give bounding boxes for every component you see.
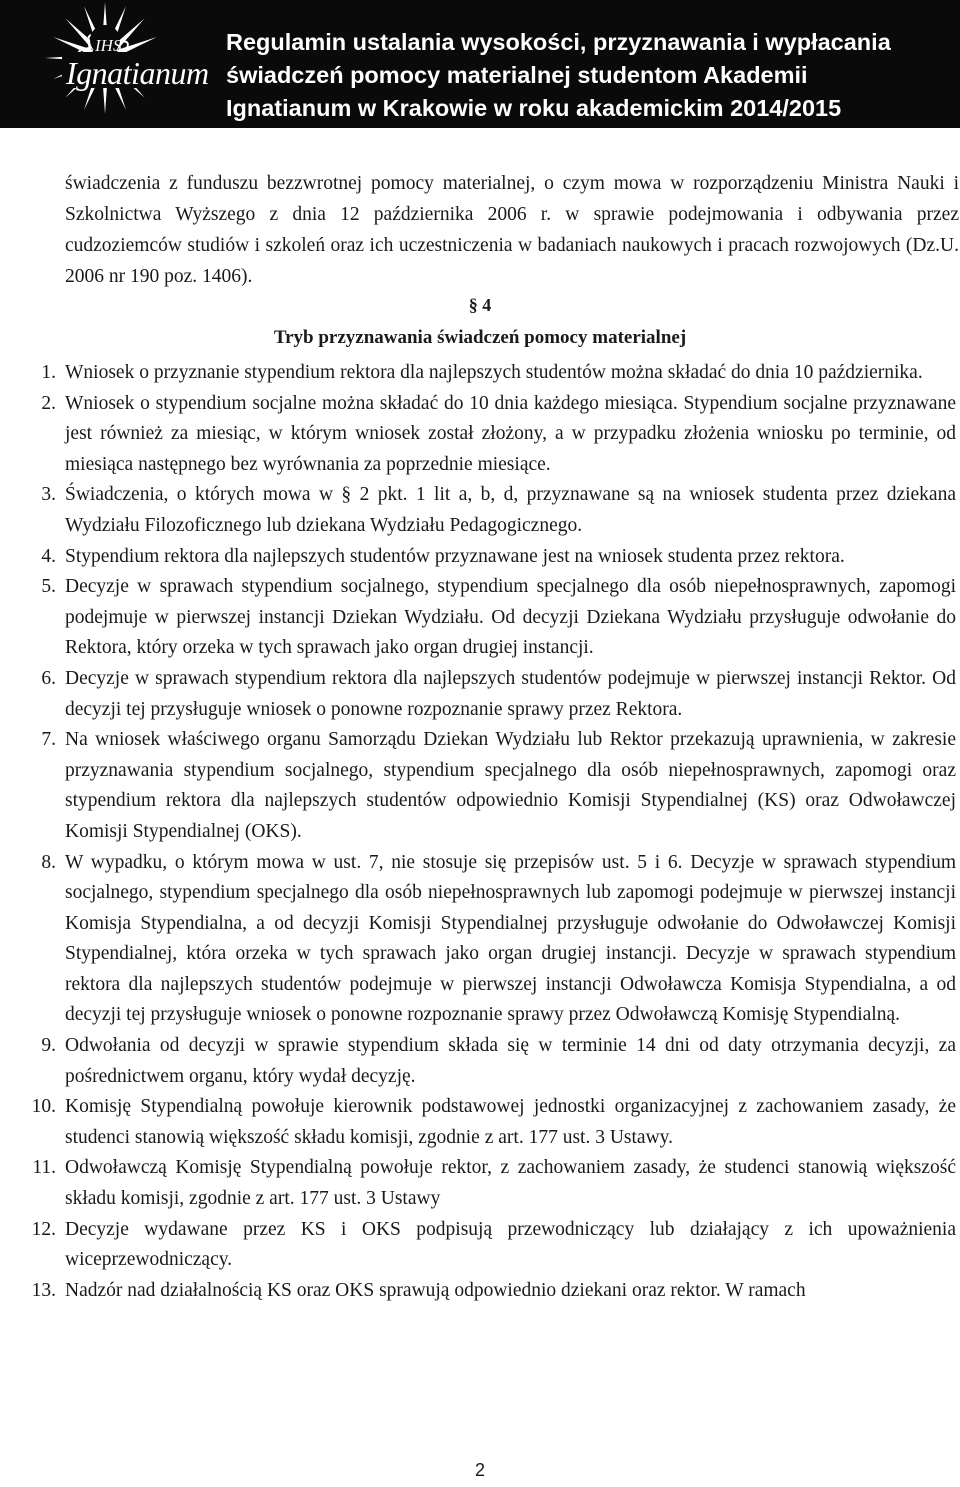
list-item-number: 7. — [41, 729, 56, 751]
list-item-number: 10. — [31, 1096, 56, 1118]
list-item — [0, 1092, 960, 1153]
intro-section — [65, 168, 959, 292]
regulation-list — [0, 358, 960, 1306]
list-item — [0, 389, 960, 481]
logo-ihs-text: IHS — [95, 36, 122, 55]
list-item-text: Odwołania od decyzji w sprawie stypendium składa się w terminie 14 dni od daty otrzymania decyzji, za pośrednictwem organu, który wydał decyzję. — [65, 1035, 956, 1087]
list-item-text: Świadczenia, o których mowa w § 2 pkt. 1 lit a, b, d, przyznawane są na wniosek studenta przez dziekana Wydziału Filozoficznego lub dziekana Wydziału Pedagogicznego. — [65, 484, 956, 536]
list-item — [0, 572, 960, 664]
list-item — [0, 848, 960, 1032]
ignatianum-logo — [0, 0, 209, 128]
section-title: Tryb przyznawania świadczeń pomocy materialnej — [273, 327, 687, 348]
list-item — [0, 1276, 960, 1307]
list-item — [0, 358, 960, 389]
list-item-number: 6. — [41, 667, 56, 689]
list-item — [0, 725, 960, 847]
list-item — [0, 1153, 960, 1214]
list-item-number: 9. — [41, 1035, 56, 1057]
list-item-number: 12. — [31, 1218, 56, 1240]
list-item-text: Stypendium rektora dla najlepszych studentów przyznawane jest na wniosek studenta przez rektora. — [65, 545, 845, 567]
list-item-text: Komisję Stypendialną powołuje kierownik podstawowej jednostki organizacyjnej z zachowaniem zasady, że studenci stanowią większość składu komisji, zgodnie z art. 177 ust. 3 Ustawy. — [65, 1096, 956, 1148]
intro-paragraph: świadczenia z funduszu bezzwrotnej pomocy materialnej, o czym mowa w rozporządzeniu Ministra Nauki i Szkolnictwa Wyższego z dnia 12 października 2006 r. w sprawie podejmowania i odbywania przez cudzoziemców studiów i szkoleń oraz ich uczestniczenia w badaniach naukowych i pracach rozwojowych (Dz.U. 2006 nr 190 poz. 1406). — [65, 173, 959, 287]
list-item — [0, 1215, 960, 1276]
list-item-number: 2. — [41, 392, 56, 414]
list-item-number: 11. — [32, 1157, 56, 1179]
list-item-text: Decyzje w sprawach stypendium socjalnego, stypendium specjalnego dla osób niepełnosprawnych, zapomogi podejmuje w pierwszej instancji Dziekan Wydziału. Od decyzji Dziekana Wydziału przysługuje odwołanie do Rektora, który orzeka w tych sprawach jako organ drugiej instancji. — [65, 576, 956, 659]
list-item-number: 3. — [41, 484, 56, 506]
list-item-text: Wniosek o stypendium socjalne można składać do 10 dnia każdego miesiąca. Stypendium socjalne przyznawane jest również za miesiąc, w którym wniosek został złożony, a w przypadku złożenia wniosku po terminie, od miesiąca następnego bez wyrównania za poprzednie miesiące. — [65, 392, 956, 475]
list-item-text: Na wniosek właściwego organu Samorządu Dziekan Wydziału lub Rektor przekazują uprawnienia, w zakresie przyznawania stypendium socjalnego, stypendium specjalnego dla osób niepełnosprawnych, zapomogi oraz stypendium rektora dla najlepszych studentów odpowiednio Komisji Stypendialnej (KS) oraz Odwoławczej Komisji Stypendialnej (OKS). — [65, 729, 956, 842]
list-item-number: 4. — [41, 545, 56, 567]
document-title-line-2: świadczeń pomocy materialnej studentom Akademii — [226, 62, 808, 88]
logo-name-text: Ignatianum — [66, 55, 209, 91]
list-item — [0, 480, 960, 541]
list-item-number: 8. — [41, 851, 56, 873]
page-header — [0, 0, 960, 128]
document-title-line-1: Regulamin ustalania wysokości, przyznawania i wypłacania — [226, 29, 891, 55]
list-item — [0, 664, 960, 725]
section-number: § 4 — [468, 295, 492, 315]
list-item-text: Nadzór nad działalnością KS oraz OKS sprawują odpowiednio dziekani oraz rektor. W ramach — [65, 1279, 806, 1301]
list-item-text: Decyzje wydawane przez KS i OKS podpisują przewodniczący lub działający z ich upoważnienia wiceprzewodniczący. — [65, 1218, 956, 1271]
document-title — [226, 26, 946, 125]
list-item-text: Decyzje w sprawach stypendium rektora dla najlepszych studentów podejmuje w pierwszej instancji Rektor. Od decyzji tej przysługuje wniosek o ponowne rozpoznanie sprawy przez Rektora. — [65, 667, 956, 720]
list-item-text: Odwoławczą Komisję Stypendialną powołuje rektor, z zachowaniem zasady, że studenci stanowią większość składu komisji, zgodnie z art. 177 ust. 3 Ustawy — [65, 1157, 956, 1210]
list-item-text: W wypadku, o którym mowa w ust. 7, nie stosuje się przepisów ust. 5 i 6. Decyzje w sprawach stypendium socjalnego, stypendium specjalnego dla osób niepełnosprawnych lub zapomogi podejmuje w pierwszej instancji Komisja Stypendialna, a od decyzji Komisji Stypendialnej przysługuje odwołanie do Odwoławczej Komisji Stypendialnej, która orzeka w tych sprawach jako organ drugiej instancji. Decyzje w sprawach stypendium rektora dla najlepszych studentów podejmuje w pierwszej instancji Odwoławcza Komisja Stypendialna, a od decyzji tej przysługuje wniosek o ponowne rozpoznanie sprawy przez Odwoławczą Komisję Stypendialną. — [65, 851, 956, 1026]
page-number: 2 — [474, 1460, 485, 1480]
list-item-number: 5. — [41, 576, 56, 598]
document-title-line-3: Ignatianum w Krakowie w roku akademickim 2014/2015 — [226, 95, 842, 121]
list-item-number: 13. — [31, 1279, 56, 1301]
list-item-number: 1. — [41, 362, 56, 383]
list-item — [0, 542, 960, 573]
list-item-text: Wniosek o przyznanie stypendium rektora dla najlepszych studentów można składać do dnia 10 października. — [65, 362, 923, 383]
list-item — [0, 1031, 960, 1092]
